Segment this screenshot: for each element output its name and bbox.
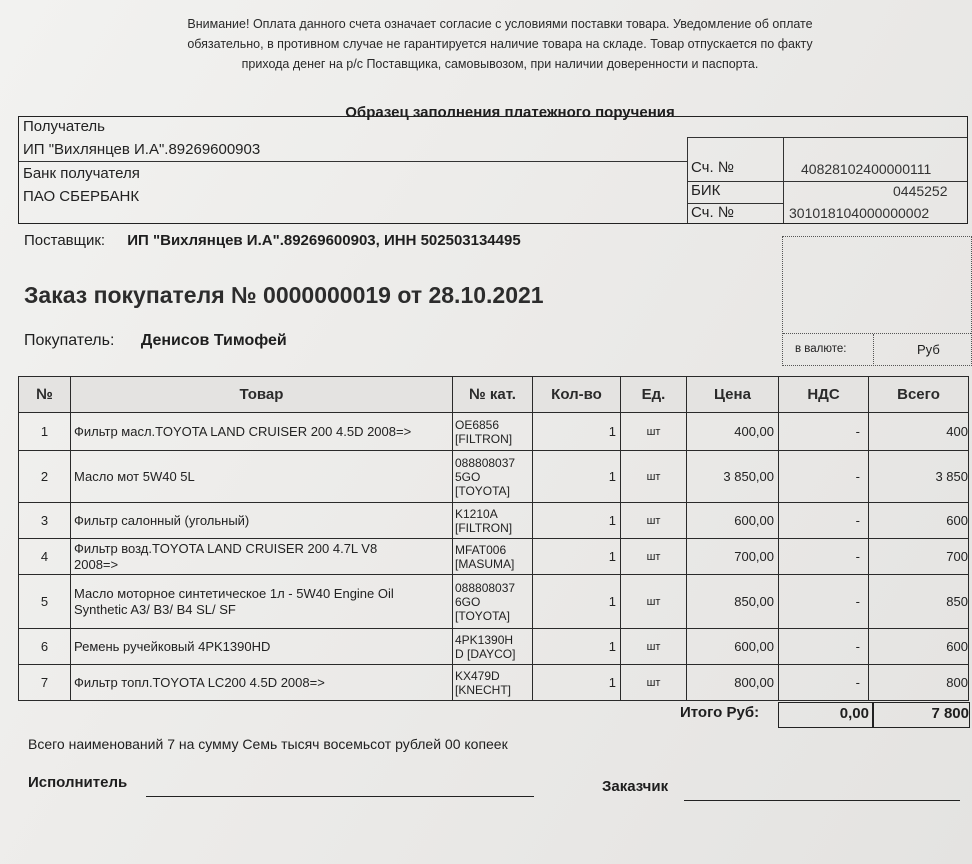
cell-qty: 1 bbox=[533, 629, 621, 665]
order-title: Заказ покупателя № 0000000019 от 28.10.2021 bbox=[24, 282, 544, 308]
cell-total: 3 850 bbox=[869, 451, 969, 503]
table-header-row bbox=[19, 377, 969, 413]
cell-total: 700 bbox=[869, 539, 969, 575]
payment-sample-title: Образец заполнения платежного поручения bbox=[345, 104, 675, 121]
bank-value: ПАО СБЕРБАНК bbox=[23, 188, 140, 205]
cell-no: 4 bbox=[19, 539, 71, 575]
cell-catalog: 4PK1390H D [DAYCO] bbox=[453, 629, 533, 665]
account-label: Сч. № bbox=[691, 159, 734, 176]
cell-unit: шт bbox=[621, 575, 687, 629]
cell-price: 600,00 bbox=[687, 503, 779, 539]
recipient-value: ИП "Вихлянцев И.А".89269600903 bbox=[23, 141, 261, 158]
cell-no: 3 bbox=[19, 503, 71, 539]
cell-vat: - bbox=[779, 539, 869, 575]
supplier-line bbox=[24, 232, 521, 249]
stamp-box bbox=[782, 236, 972, 366]
table-row bbox=[19, 539, 969, 575]
bank-hline-3 bbox=[687, 181, 967, 182]
supplier-value: ИП "Вихлянцев И.А".89269600903, ИНН 502503134495 bbox=[127, 232, 521, 249]
cell-qty: 1 bbox=[533, 413, 621, 451]
header-cat: № кат. bbox=[453, 377, 533, 413]
corr-account-value: 301018104000000002 bbox=[789, 205, 930, 221]
corr-account-label: Сч. № bbox=[691, 204, 734, 221]
cell-catalog: MFAT006 [MASUMA] bbox=[453, 539, 533, 575]
cell-price: 600,00 bbox=[687, 629, 779, 665]
table-row bbox=[19, 451, 969, 503]
cell-catalog: OE6856 [FILTRON] bbox=[453, 413, 533, 451]
currency-value: Руб bbox=[917, 342, 940, 357]
notice-line-2: обязательно, в противном случае не гарантируется наличие товара на складе. Товар отпускается по факту bbox=[187, 37, 813, 51]
bank-details-block bbox=[18, 116, 968, 224]
bik-label: БИК bbox=[691, 182, 721, 199]
table-row bbox=[19, 665, 969, 701]
cell-catalog: K1210A [FILTRON] bbox=[453, 503, 533, 539]
table-row bbox=[19, 503, 969, 539]
customer-label: Заказчик bbox=[602, 778, 669, 795]
cell-no: 2 bbox=[19, 451, 71, 503]
cell-item-name: Фильтр топл.TOYOTA LC200 4.5D 2008=> bbox=[71, 665, 453, 701]
cell-item-name: Масло мот 5W40 5L bbox=[71, 451, 453, 503]
bank-label: Банк получателя bbox=[23, 165, 140, 182]
notice-line-1: Внимание! Оплата данного счета означает согласие с условиями поставки товара. Уведомление об оплате bbox=[187, 17, 813, 31]
cell-price: 3 850,00 bbox=[687, 451, 779, 503]
totals-sum: 7 800 bbox=[872, 702, 970, 728]
header-no: № bbox=[19, 377, 71, 413]
bank-hline-1 bbox=[19, 161, 687, 162]
goods-table-body bbox=[19, 413, 969, 701]
cell-no: 1 bbox=[19, 413, 71, 451]
cell-item-name: Фильтр салонный (угольный) bbox=[71, 503, 453, 539]
cell-item-name: Масло моторное синтетическое 1л - 5W40 Engine Oil Synthetic A3/ B3/ B4 SL/ SF bbox=[71, 575, 453, 629]
header-unit: Ед. bbox=[621, 377, 687, 413]
buyer-label: Покупатель: bbox=[24, 332, 115, 349]
cell-catalog: KX479D [KNECHT] bbox=[453, 665, 533, 701]
cell-vat: - bbox=[779, 503, 869, 539]
cell-unit: шт bbox=[621, 665, 687, 701]
currency-divider bbox=[873, 334, 874, 366]
goods-table bbox=[18, 376, 969, 701]
notice-line-3: прихода денег на р/с Поставщика, самовывозом, при наличии доверенности и паспорта. bbox=[241, 57, 759, 71]
cell-qty: 1 bbox=[533, 539, 621, 575]
cell-unit: шт bbox=[621, 539, 687, 575]
cell-item-name: Ремень ручейковый 4PK1390HD bbox=[71, 629, 453, 665]
buyer-value: Денисов Тимофей bbox=[140, 332, 287, 349]
cell-unit: шт bbox=[621, 503, 687, 539]
cell-vat: - bbox=[779, 665, 869, 701]
cell-price: 400,00 bbox=[687, 413, 779, 451]
cell-qty: 1 bbox=[533, 503, 621, 539]
table-row bbox=[19, 629, 969, 665]
cell-unit: шт bbox=[621, 451, 687, 503]
totals-vat: 0,00 bbox=[778, 702, 874, 728]
cell-vat: - bbox=[779, 413, 869, 451]
cell-total: 800 bbox=[869, 665, 969, 701]
account-value: 40828102400000111 bbox=[801, 161, 932, 177]
cell-total: 400 bbox=[869, 413, 969, 451]
cell-vat: - bbox=[779, 575, 869, 629]
totals-label: Итого Руб: bbox=[680, 704, 760, 721]
cell-no: 7 bbox=[19, 665, 71, 701]
bik-value: 0445252 bbox=[893, 183, 948, 199]
header-vat: НДС bbox=[779, 377, 869, 413]
summary-text: Всего наименований 7 на сумму Семь тысяч восемьсот рублей 00 копеек bbox=[28, 736, 508, 752]
cell-vat: - bbox=[779, 451, 869, 503]
header-qty: Кол-во bbox=[533, 377, 621, 413]
supplier-label: Поставщик: bbox=[24, 232, 106, 249]
bank-divider-1 bbox=[687, 137, 688, 223]
recipient-label: Получатель bbox=[23, 118, 105, 135]
cell-price: 850,00 bbox=[687, 575, 779, 629]
executor-label: Исполнитель bbox=[28, 774, 128, 791]
cell-no: 6 bbox=[19, 629, 71, 665]
table-row bbox=[19, 575, 969, 629]
currency-row bbox=[783, 333, 971, 366]
cell-item-name: Фильтр возд.TOYOTA LAND CRUISER 200 4.7L V8 2008=> bbox=[71, 539, 453, 575]
bank-hline-2 bbox=[687, 137, 967, 138]
totals-row bbox=[680, 702, 970, 728]
cell-total: 600 bbox=[869, 503, 969, 539]
cell-total: 600 bbox=[869, 629, 969, 665]
cell-price: 800,00 bbox=[687, 665, 779, 701]
table-row bbox=[19, 413, 969, 451]
cell-catalog: 088808037 6GO [TOYOTA] bbox=[453, 575, 533, 629]
header-price: Цена bbox=[687, 377, 779, 413]
header-item: Товар bbox=[71, 377, 453, 413]
cell-qty: 1 bbox=[533, 665, 621, 701]
currency-label: в валюте: bbox=[795, 343, 847, 355]
cell-catalog: 088808037 5GO [TOYOTA] bbox=[453, 451, 533, 503]
cell-no: 5 bbox=[19, 575, 71, 629]
buyer-line bbox=[24, 332, 287, 350]
cell-unit: шт bbox=[621, 629, 687, 665]
cell-unit: шт bbox=[621, 413, 687, 451]
payment-notice bbox=[130, 14, 870, 74]
executor-signature-line bbox=[146, 796, 534, 797]
cell-qty: 1 bbox=[533, 575, 621, 629]
cell-price: 700,00 bbox=[687, 539, 779, 575]
header-total: Всего bbox=[869, 377, 969, 413]
bank-divider-2 bbox=[783, 137, 784, 223]
cell-item-name: Фильтр масл.TOYOTA LAND CRUISER 200 4.5D 2008=> bbox=[71, 413, 453, 451]
customer-signature-line bbox=[684, 800, 960, 801]
cell-total: 850 bbox=[869, 575, 969, 629]
cell-qty: 1 bbox=[533, 451, 621, 503]
cell-vat: - bbox=[779, 629, 869, 665]
